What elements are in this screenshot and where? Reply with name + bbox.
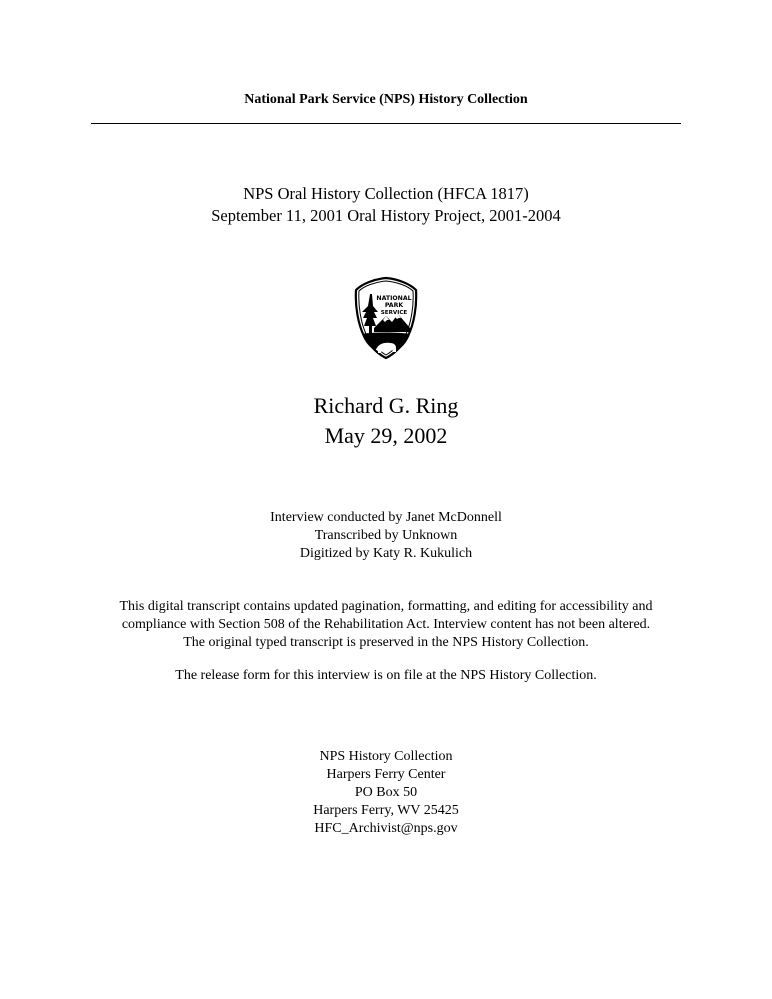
interview-date: May 29, 2002 xyxy=(324,423,448,448)
address-line-4: Harpers Ferry, WV 25425 xyxy=(313,803,459,818)
svg-text:NATIONAL: NATIONAL xyxy=(376,295,412,302)
digitizer-credit: Digitized by Katy R. Kukulich xyxy=(299,546,473,561)
collection-info xyxy=(0,183,772,227)
notice-line-2: compliance with Section 508 of the Rehabilitation Act. Interview content has not been altered. xyxy=(121,617,651,632)
svg-text:PARK: PARK xyxy=(384,302,404,309)
credits-block xyxy=(0,509,772,563)
page-header: National Park Service (NPS) History Collection xyxy=(244,92,528,107)
interviewee-block xyxy=(0,391,772,451)
notice-line-1: This digital transcript contains updated pagination, formatting, and editing for accessibility and xyxy=(119,599,653,614)
nps-arrowhead-logo xyxy=(352,276,420,360)
transcriber-credit: Transcribed by Unknown xyxy=(314,528,458,543)
svg-text:SERVICE: SERVICE xyxy=(380,310,408,316)
address-line-1: NPS History Collection xyxy=(319,749,453,764)
interviewer-credit: Interview conducted by Janet McDonnell xyxy=(270,510,502,525)
collection-title: NPS Oral History Collection (HFCA 1817) xyxy=(243,184,529,203)
contact-email[interactable]: HFC_Archivist@nps.gov xyxy=(314,821,458,836)
address-line-2: Harpers Ferry Center xyxy=(326,767,446,782)
project-title: September 11, 2001 Oral History Project, 2001-2004 xyxy=(211,206,561,225)
accessibility-notice xyxy=(0,598,772,652)
release-statement: The release form for this interview is on file at the NPS History Collection. xyxy=(175,668,597,683)
header-divider xyxy=(91,123,681,124)
notice-line-3: The original typed transcript is preserved in the NPS History Collection. xyxy=(183,635,589,650)
address-block xyxy=(0,748,772,838)
address-line-3: PO Box 50 xyxy=(354,785,418,800)
interviewee-name: Richard G. Ring xyxy=(313,393,459,418)
